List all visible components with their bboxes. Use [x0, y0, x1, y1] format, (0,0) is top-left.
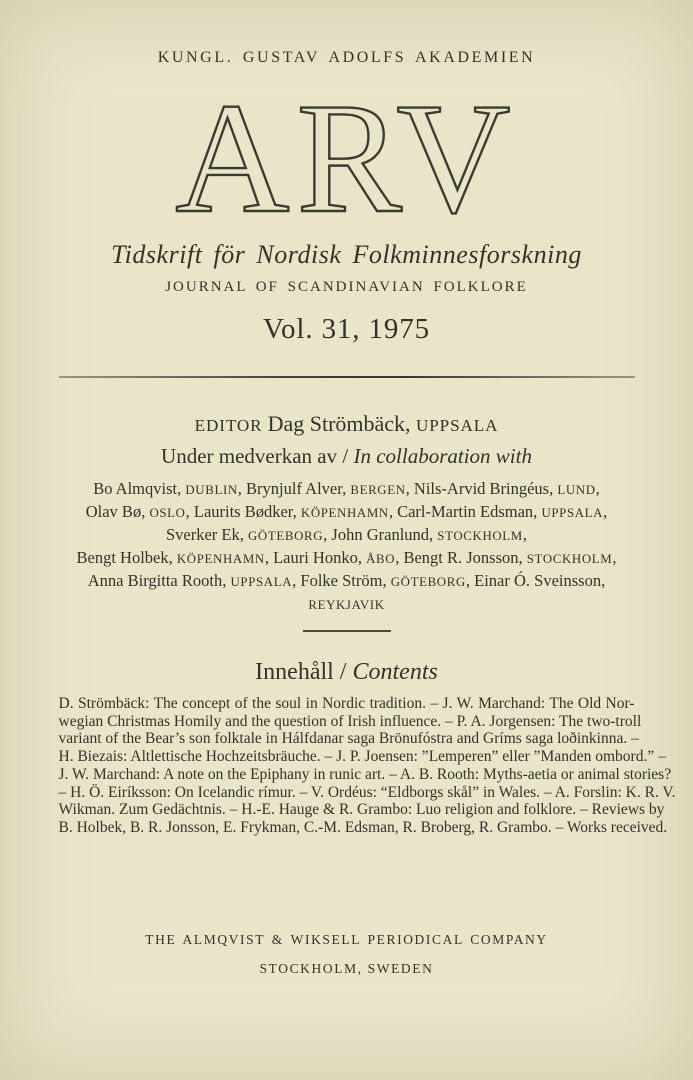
small-caps-text: GÖTEBORG	[248, 529, 324, 543]
plain-text: , Nils-Arvid Bringéus,	[405, 479, 558, 498]
plain-text: , Lauri Honko,	[264, 548, 367, 567]
small-caps-text: LUND	[557, 483, 596, 497]
publisher-place: STOCKHOLM, SWEDEN	[259, 960, 434, 976]
horizontal-rule-wide	[59, 376, 635, 378]
plain-text: ,	[603, 502, 608, 521]
editor-line	[55, 411, 639, 437]
contents-line: variant of the Bear’s son folktale in Hálfdanar saga Brönufóstra and Gríms saga loðinkinna. –	[58, 730, 639, 748]
horizontal-rule-short	[303, 630, 391, 632]
plain-text: Dag Strömbäck,	[267, 411, 417, 436]
contributor-line	[55, 501, 639, 524]
plain-text: Bengt Holbek,	[76, 548, 177, 567]
small-caps-text: DUBLIN	[185, 483, 238, 497]
italic-text: In collaboration with	[353, 444, 532, 468]
small-caps-text: BERGEN	[350, 483, 406, 497]
italic-text: Contents	[352, 659, 438, 685]
plain-text: Olav Bø,	[85, 502, 150, 521]
contents-line: D. Strömbäck: The concept of the soul in Nordic tradition. – J. W. Marchand: The Old Nor-	[58, 695, 635, 712]
small-caps-text: REYKJAVIK	[308, 598, 385, 612]
small-caps-text: STOCKHOLM	[526, 552, 613, 566]
plain-text: , Laurits Bødker,	[185, 502, 301, 521]
publisher-name: THE ALMQVIST & WIKSELL PERIODICAL COMPANY	[145, 931, 548, 947]
contents-line: B. Holbek, B. R. Jonsson, E. Frykman, C.-M. Edsman, R. Broberg, R. Grambo. – Works received.	[58, 818, 668, 836]
plain-text: Sverker Ek,	[165, 525, 248, 544]
small-caps-text: KÖPENHAMN	[176, 552, 265, 566]
small-caps-text: UPPSALA	[230, 575, 293, 589]
subtitle-swedish: Tidskrift för Nordisk Folkminnesforskning	[111, 240, 582, 269]
contents-paragraph	[58, 695, 676, 837]
contents-line: H. Biezais: Altlettische Hochzeitsbräuche. – J. P. Joensen: ”Lemperen” eller ”Manden ombord.” –	[58, 748, 666, 766]
volume-year: Vol. 31, 1975	[262, 313, 431, 345]
plain-text: Anna Birgitta Rooth,	[87, 571, 231, 590]
contents-line: Wikman. Zum Gedächtnis. – H.-E. Hauge & R. Grambo: Luo religion and folklore. – Reviews by	[58, 801, 665, 819]
society-name: KUNGL. GUSTAV ADOLFS AKADEMIEN	[157, 49, 536, 66]
plain-text: Innehåll /	[255, 659, 353, 685]
plain-text: ,	[612, 548, 617, 567]
small-caps-text: ÅBO	[366, 552, 396, 566]
plain-text: , Brynjulf Alver,	[237, 479, 351, 498]
plain-text: ,	[522, 525, 528, 544]
collaboration-line	[55, 444, 639, 469]
plain-text: , Folke Ström,	[292, 571, 391, 590]
small-caps-text: EDITOR	[194, 416, 268, 435]
journal-title-page	[55, 0, 676, 977]
contributor-line	[55, 524, 639, 547]
small-caps-text: UPPSALA	[541, 506, 604, 520]
journal-title: ARV	[175, 71, 518, 246]
plain-text: Under medverkan av /	[161, 444, 354, 468]
plain-text: Bo Almqvist,	[93, 479, 186, 498]
contents-line: wegian Christmas Homily and the question of Irish influence. – P. A. Jorgensen: The two-troll	[58, 712, 642, 730]
contents-line: J. W. Marchand: A note on the Epiphany in runic art. – A. B. Rooth: Myths-aetia or animal stories?	[58, 765, 672, 783]
contents-heading	[55, 659, 639, 686]
contributors-list	[55, 478, 639, 616]
small-caps-text: STOCKHOLM	[437, 529, 523, 543]
contributor-line	[55, 570, 639, 616]
plain-text: , Bengt R. Jonsson,	[395, 548, 527, 567]
plain-text: ,	[595, 479, 600, 498]
plain-text: , Einar Ó. Sveinsson,	[465, 571, 606, 590]
plain-text: , John Granlund,	[323, 525, 438, 544]
contents-line: – H. Ö. Eiríksson: On Icelandic rímur. – V. Ordéus: “Eldborgs skål” in Wales. – A. Forslin: K. R. V.	[58, 783, 676, 801]
contributor-line	[55, 478, 639, 501]
small-caps-text: KÖPENHAMN	[300, 506, 389, 520]
small-caps-text: UPPSALA	[416, 416, 499, 435]
contributor-line	[55, 547, 639, 570]
plain-text: , Carl-Martin Edsman,	[388, 502, 542, 521]
subtitle-english: JOURNAL OF SCANDINAVIAN FOLKLORE	[165, 279, 528, 295]
small-caps-text: OSLO	[149, 506, 186, 520]
small-caps-text: GÖTEBORG	[390, 575, 466, 589]
